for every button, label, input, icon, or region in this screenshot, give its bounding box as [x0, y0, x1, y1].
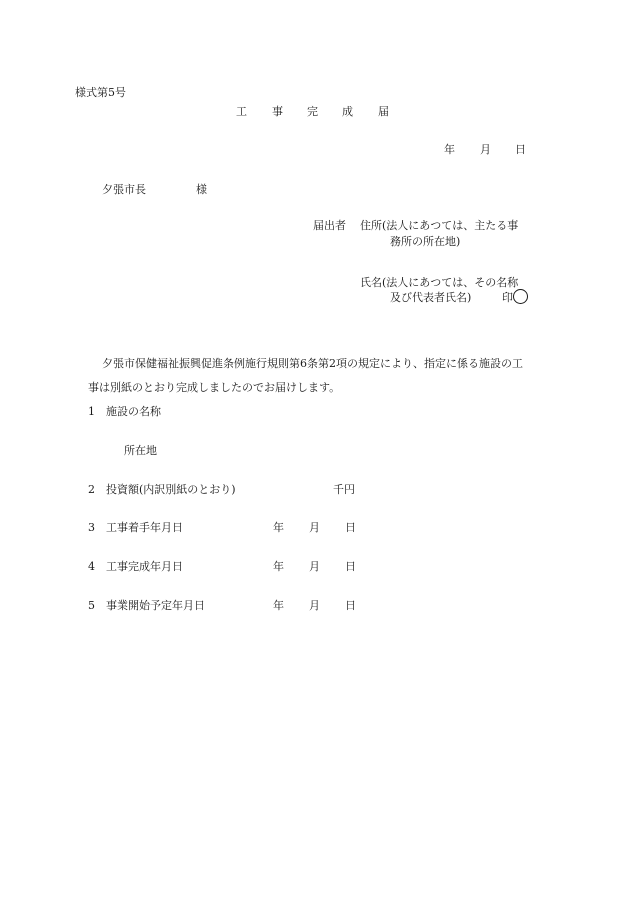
- item4-month: 月: [309, 560, 320, 573]
- title-char-1: 工: [236, 105, 247, 118]
- seal-label: 印: [502, 291, 513, 304]
- item5-label: 事業開始予定年月日: [106, 599, 205, 612]
- date-day: 日: [515, 143, 526, 156]
- addressee-name: 夕張市長: [102, 183, 146, 196]
- item4-day: 日: [345, 560, 356, 573]
- applicant-address-line2: 務所の所在地): [390, 235, 461, 248]
- item1-number: 1: [88, 405, 95, 418]
- item2-label: 投資額(内訳別紙のとおり): [106, 483, 236, 496]
- title-char-5: 届: [378, 105, 389, 118]
- applicant-address-line1: 住所(法人にあつては、主たる事: [360, 219, 519, 232]
- item1-location-label: 所在地: [124, 444, 157, 457]
- item5-day: 日: [345, 599, 356, 612]
- item5-year: 年: [273, 599, 284, 612]
- applicant-name-line2: 及び代表者氏名): [390, 291, 472, 304]
- item2-number: 2: [88, 483, 95, 496]
- item4-year: 年: [273, 560, 284, 573]
- title-char-4: 成: [342, 105, 353, 118]
- item3-year: 年: [273, 521, 284, 534]
- item5-number: 5: [88, 599, 95, 612]
- item1-label: 施設の名称: [106, 405, 161, 418]
- title-char-3: 完: [307, 105, 318, 118]
- item3-month: 月: [309, 521, 320, 534]
- item2-unit: 千円: [333, 483, 355, 496]
- applicant-label: 届出者: [313, 219, 346, 232]
- item3-day: 日: [345, 521, 356, 534]
- item4-label: 工事完成年月日: [106, 560, 183, 573]
- title-char-2: 事: [272, 105, 283, 118]
- date-month: 月: [480, 143, 491, 156]
- body-line-1: 夕張市保健福祉振興促進条例施行規則第6条第2項の規定により、指定に係る施設の工: [102, 357, 523, 370]
- item4-number: 4: [88, 560, 95, 573]
- item5-month: 月: [309, 599, 320, 612]
- seal-circle: [513, 289, 528, 304]
- body-line-2: 事は別紙のとおり完成しましたのでお届けします。: [88, 381, 341, 394]
- applicant-name-line1: 氏名(法人にあつては、その名称: [360, 276, 519, 289]
- addressee-honorific: 様: [196, 183, 207, 196]
- item3-number: 3: [88, 521, 95, 534]
- date-year: 年: [444, 143, 455, 156]
- item3-label: 工事着手年月日: [106, 521, 183, 534]
- form-number: 様式第5号: [75, 86, 126, 99]
